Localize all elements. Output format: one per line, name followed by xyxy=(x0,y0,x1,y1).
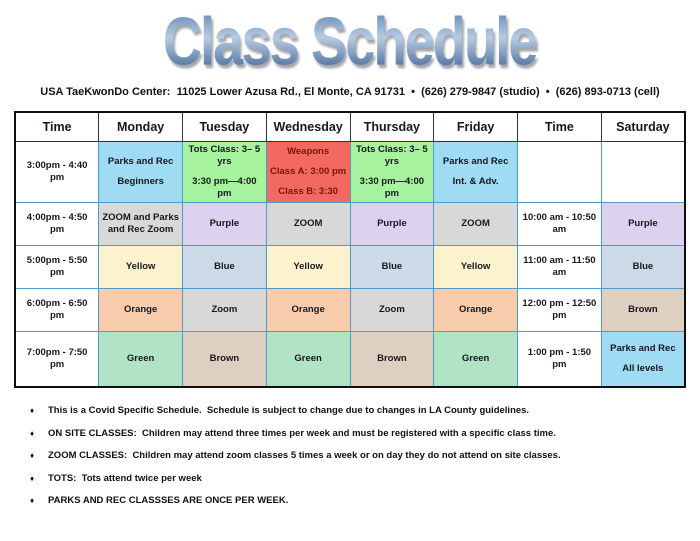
cell-text: ZOOM xyxy=(293,217,323,229)
cell-text: Parks and Rec xyxy=(442,156,509,168)
center-address-line: USA TaeKwonDo Center: 11025 Lower Azusa Rd., El Monte, CA 91731 • (626) 279-9847 (studio) • (626) 893-0713 (cell) xyxy=(40,85,660,98)
schedule-cell xyxy=(99,331,183,387)
column-header: Time xyxy=(15,112,99,142)
schedule-cell xyxy=(350,245,434,288)
column-header: Saturday xyxy=(601,112,685,142)
schedule-cell xyxy=(434,142,518,203)
schedule-cell xyxy=(266,288,350,331)
cell-text: Zoom xyxy=(378,303,405,315)
schedule-cell xyxy=(99,245,183,288)
cell-text: Class A: 3:00 pm xyxy=(270,166,347,178)
cell-text: Yellow xyxy=(293,260,323,272)
note-text: ON SITE CLASSES: Children may attend three times per week and must be registered with a specific class time. xyxy=(48,427,556,439)
schedule-cell xyxy=(350,331,434,387)
schedule-cell xyxy=(99,202,183,245)
cell-text: 4:00pm - 4:50 pm xyxy=(26,211,88,235)
cell-text: 3:00pm - 4:40 pm xyxy=(26,160,88,184)
note-item xyxy=(30,473,700,484)
column-header: Tuesday xyxy=(183,112,267,142)
schedule-table xyxy=(14,111,686,389)
schedule-cell xyxy=(518,142,602,203)
cell-text: 5:00pm - 5:50 pm xyxy=(26,254,88,278)
column-header: Monday xyxy=(99,112,183,142)
schedule-cell xyxy=(15,245,99,288)
cell-text: Class B: 3:30 xyxy=(278,186,338,198)
schedule-page xyxy=(0,4,700,541)
cell-text: 3:30 pm—4:00 pm xyxy=(359,176,425,199)
cell-text: Blue xyxy=(214,260,235,272)
cell-text: Tots Class: 3– 5 yrs xyxy=(188,144,261,168)
schedule-cell xyxy=(266,202,350,245)
schedule-cell xyxy=(350,288,434,331)
cell-text: Weapons xyxy=(287,146,330,158)
schedule-cell xyxy=(15,202,99,245)
cell-text: Tots Class: 3– 5 yrs xyxy=(356,144,428,168)
cell-text: Green xyxy=(294,353,322,365)
schedule-cell xyxy=(183,331,267,387)
cell-text: ZOOM and Parks and Rec Zoom xyxy=(102,211,179,235)
schedule-cell xyxy=(99,142,183,203)
schedule-cell xyxy=(183,245,267,288)
note-item xyxy=(30,450,700,461)
schedule-cell xyxy=(601,142,685,203)
note-item xyxy=(30,428,700,439)
cell-text: Brown xyxy=(209,353,240,365)
schedule-cell xyxy=(266,142,350,203)
cell-text: ZOOM xyxy=(461,217,490,229)
cell-text: 7:00pm - 7:50 pm xyxy=(26,347,88,371)
cell-text: Orange xyxy=(458,303,493,315)
schedule-cell xyxy=(601,245,685,288)
cell-text: Beginners xyxy=(117,176,164,188)
schedule-cell xyxy=(350,142,434,203)
column-header: Friday xyxy=(434,112,518,142)
cell-text: Orange xyxy=(291,303,325,315)
schedule-cell xyxy=(350,202,434,245)
cell-text: Brown xyxy=(377,353,407,365)
schedule-cell xyxy=(518,245,602,288)
schedule-cell xyxy=(15,331,99,387)
schedule-row xyxy=(15,142,685,203)
cell-text: All levels xyxy=(622,363,664,375)
schedule-body xyxy=(15,142,685,388)
cell-text: Zoom xyxy=(211,303,238,315)
note-text: This is a Covid Specific Schedule. Schedule is subject to change due to changes in LA County guidelines. xyxy=(48,405,530,417)
schedule-cell xyxy=(183,202,267,245)
cell-text: Parks and Rec xyxy=(610,343,676,355)
cell-text: Purple xyxy=(628,217,658,229)
column-header: Time xyxy=(518,112,602,142)
cell-text: 1:00 pm - 1:50 pm xyxy=(527,347,592,371)
schedule-cell xyxy=(434,288,518,331)
cell-text: 12:00 pm - 12:50 pm xyxy=(522,297,597,321)
schedule-row xyxy=(15,245,685,288)
schedule-cell xyxy=(183,142,267,203)
diamond-bullet-icon: ♦ xyxy=(30,473,35,483)
diamond-bullet-icon: ♦ xyxy=(30,406,35,416)
schedule-row xyxy=(15,202,685,245)
cell-text: Yellow xyxy=(125,260,156,272)
cell-text: Parks and Rec xyxy=(107,156,174,168)
cell-text: 3:30 pm—4:00 pm xyxy=(192,176,257,199)
cell-text: 11:00 am - 11:50 am xyxy=(523,254,596,278)
schedule-cell xyxy=(434,331,518,387)
schedule-cell xyxy=(15,142,99,203)
note-text: TOTS: Tots attend twice per week xyxy=(48,472,202,484)
schedule-cell xyxy=(266,331,350,387)
schedule-cell xyxy=(99,288,183,331)
cell-text: Orange xyxy=(123,303,158,315)
schedule-cell xyxy=(601,288,685,331)
cell-text: 10:00 am - 10:50 am xyxy=(522,211,597,235)
cell-text: 6:00pm - 6:50 pm xyxy=(26,297,88,321)
schedule-cell xyxy=(601,202,685,245)
note-text: ZOOM CLASSES: Children may attend zoom classes 5 times a week or on day they do not attend on site classes. xyxy=(48,450,561,462)
cell-text: Green xyxy=(461,353,490,365)
schedule-cell xyxy=(434,202,518,245)
schedule-cell xyxy=(601,331,685,387)
diamond-bullet-icon: ♦ xyxy=(30,451,35,461)
note-item xyxy=(30,405,700,416)
schedule-cell xyxy=(15,288,99,331)
page-title: Class Schedule xyxy=(163,4,537,80)
schedule-cell xyxy=(518,288,602,331)
cell-text: Green xyxy=(126,353,155,365)
schedule-cell xyxy=(518,202,602,245)
notes-list xyxy=(30,405,700,506)
column-header: Thursday xyxy=(350,112,434,142)
cell-text: Blue xyxy=(381,260,403,272)
schedule-row xyxy=(15,288,685,331)
schedule-row xyxy=(15,331,685,387)
schedule-cell xyxy=(434,245,518,288)
note-item xyxy=(30,495,700,506)
cell-text: Brown xyxy=(628,303,658,315)
schedule-table-wrap xyxy=(14,111,686,389)
cell-text: Int. & Adv. xyxy=(452,176,499,188)
schedule-header-row xyxy=(15,112,685,142)
cell-text: Purple xyxy=(209,217,240,229)
cell-text: Yellow xyxy=(460,260,491,272)
schedule-cell xyxy=(183,288,267,331)
schedule-cell xyxy=(518,331,602,387)
schedule-cell xyxy=(266,245,350,288)
cell-text: Blue xyxy=(632,260,654,272)
note-text: PARKS AND REC CLASSSES ARE ONCE PER WEEK. xyxy=(48,495,289,507)
cell-text: Purple xyxy=(377,217,407,229)
diamond-bullet-icon: ♦ xyxy=(30,428,35,438)
diamond-bullet-icon: ♦ xyxy=(30,496,35,506)
column-header: Wednesday xyxy=(266,112,350,142)
title-area xyxy=(0,4,700,80)
